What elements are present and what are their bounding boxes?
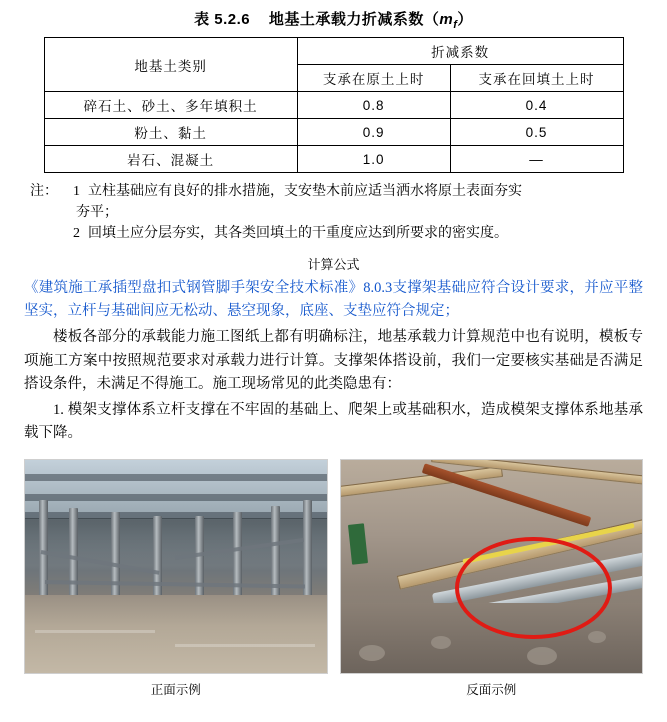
cell-backfill: 0.5 [450, 119, 623, 146]
ground-floor [25, 595, 327, 673]
header-category: 地基土类别 [44, 38, 297, 92]
floor-marking [175, 644, 315, 647]
green-object [347, 523, 367, 564]
horizontal-ledger [45, 580, 305, 589]
body-paragraph-2: 1. 模架支撑体系立杆支撑在不牢固的基础上、爬架上或基础积水，造成模架支撑体系地基承载下降。 [24, 401, 643, 442]
table-title-suffix: ） [457, 11, 473, 28]
table-number: 表 5.2.6 [194, 11, 251, 28]
cell-backfill: — [450, 146, 623, 173]
header-group: 折减系数 [297, 38, 623, 65]
soil-reduction-factor-table [44, 37, 624, 173]
photo-row [24, 459, 643, 698]
table-symbol-subscript: f [453, 19, 458, 31]
cell-original: 0.8 [297, 92, 450, 119]
photo-front-example [24, 459, 328, 674]
table-symbol: m [439, 11, 454, 28]
note-number: 2 [73, 226, 80, 241]
ceiling-beam [25, 494, 327, 501]
floor-marking [35, 630, 155, 633]
cell-category: 粉土、黏土 [44, 119, 297, 146]
document-page [0, 8, 667, 722]
cell-backfill: 0.4 [450, 92, 623, 119]
table-header-row [44, 38, 623, 65]
red-highlight-circle [455, 537, 612, 639]
cell-original: 1.0 [297, 146, 450, 173]
note-number: 1 [73, 184, 80, 199]
header-backfill-soil: 支承在回填土上时 [450, 65, 623, 92]
header-original-soil: 支承在原土上时 [297, 65, 450, 92]
note-continuation: 夯平； [76, 205, 118, 220]
cell-original: 0.9 [297, 119, 450, 146]
photo-caption-front: 正面示例 [150, 683, 201, 698]
body-paragraph-1: 楼板各部分的承载能力施工图纸上都有明确标注，地基承载力计算规范中也有说明，模板专项施工方案中按照规范要求对承载力进行计算。支撑架体搭设前，我们一定要核实基础是否满足搭设条件，未满足不得施工。施工现场常见的此类隐患有： [24, 329, 643, 392]
table-title-text: 地基土承载力折减系数（ [268, 11, 440, 28]
ceiling-beam [25, 474, 327, 481]
note-label: 注： [30, 184, 58, 199]
table-row [44, 92, 623, 119]
cell-category: 碎石土、砂土、多年填积土 [44, 92, 297, 119]
table-caption [0, 8, 667, 31]
note-text: 立柱基础应有良好的排水措施，支安垫木前应适当洒水将原土表面夯实 [88, 184, 522, 199]
photo-block-front [24, 459, 328, 698]
photo-back-example [340, 459, 644, 674]
formula-label: 计算公式 [307, 257, 360, 272]
table-notes [30, 181, 645, 244]
table-row [44, 146, 623, 173]
standard-quote-paragraph: 《建筑施工承插型盘扣式钢管脚手架安全技术标准》8.0.3支撑架基础应符合设计要求，并应平整坚实，立杆与基础间应无松动、悬空现象，底座、支垫应符合规定； [24, 280, 643, 320]
rock [359, 645, 385, 661]
cell-category: 岩石、混凝土 [44, 146, 297, 173]
photo-block-back [340, 459, 644, 698]
note-item [30, 181, 645, 202]
table-row [44, 119, 623, 146]
photo-caption-back: 反面示例 [466, 683, 517, 698]
note-text: 回填土应分层夯实，其各类回填土的干重度应达到所要求的密实度。 [88, 226, 508, 241]
note-item [30, 223, 645, 244]
